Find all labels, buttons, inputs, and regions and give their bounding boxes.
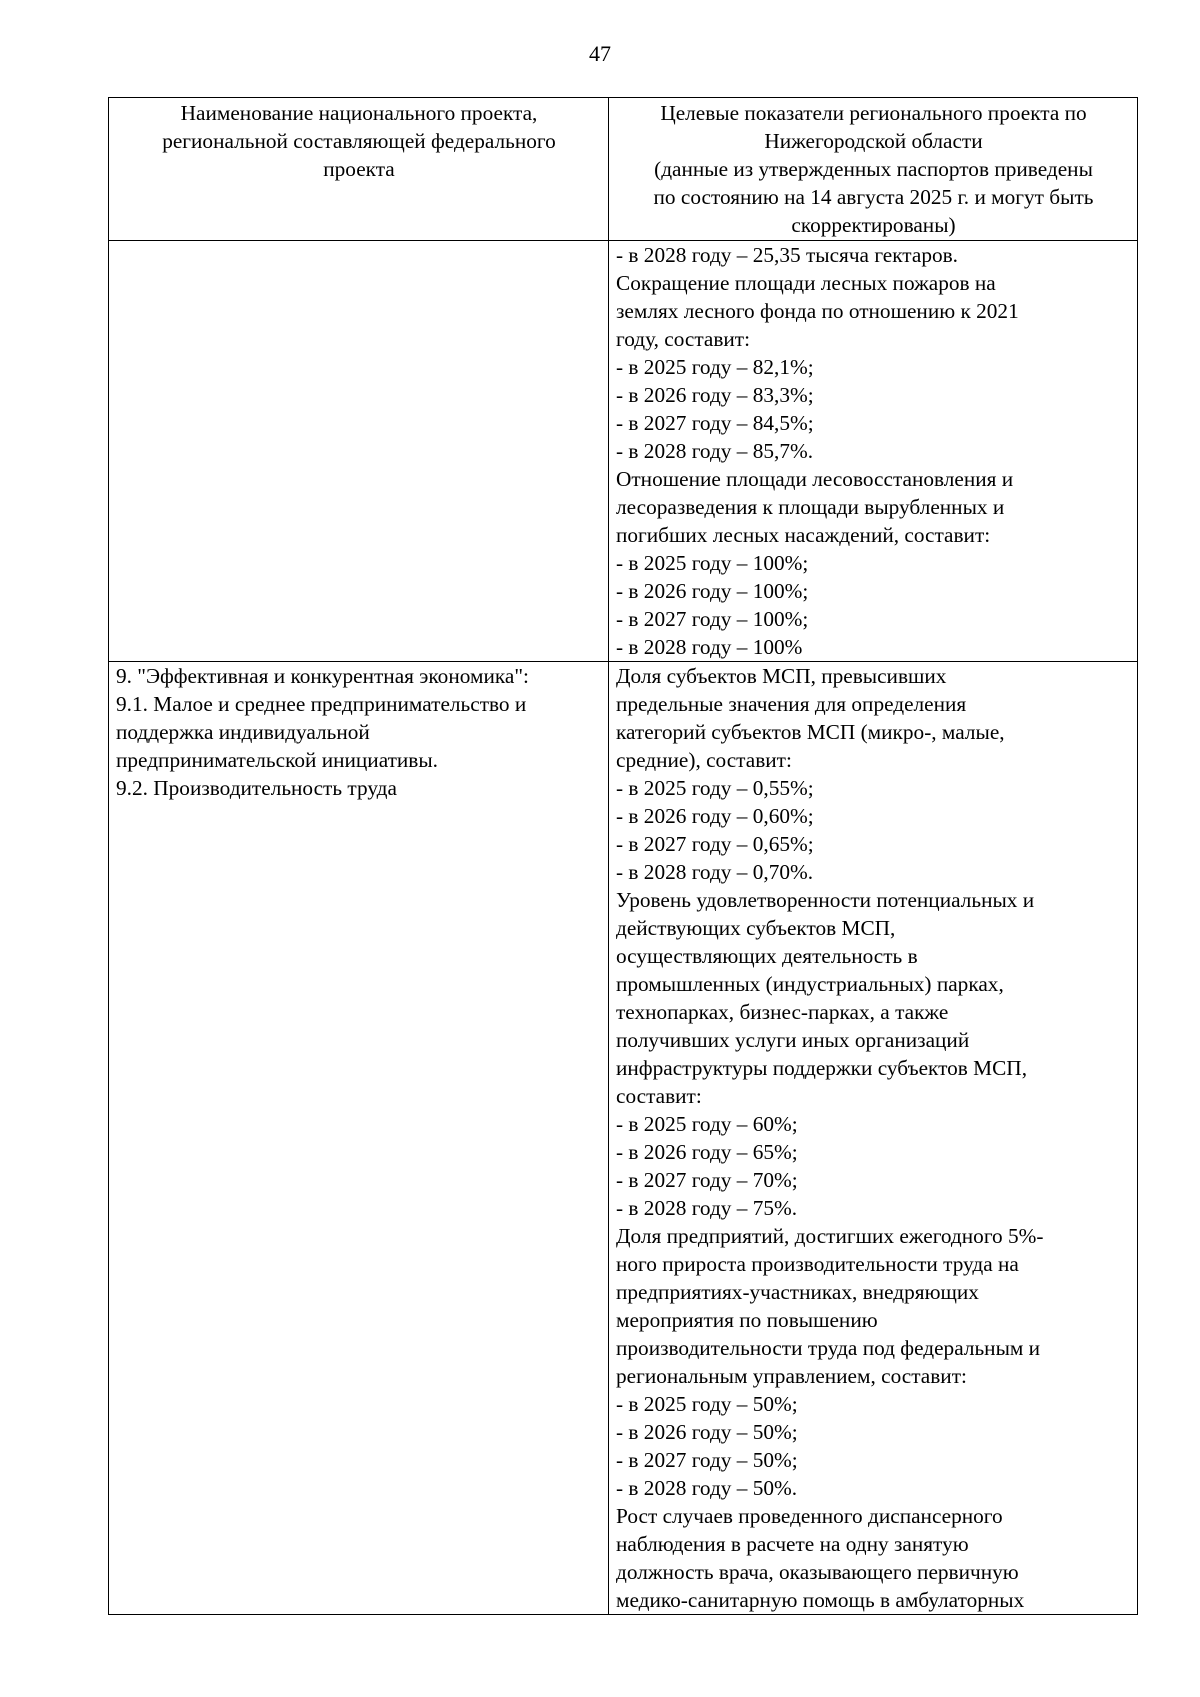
cell-text-line: региональным управлением, составит: — [616, 1364, 967, 1388]
cell-text-line: 9.2. Производительность труда — [116, 776, 397, 800]
cell-text-line: действующих субъектов МСП, — [616, 916, 896, 940]
cell-text-line: промышленных (индустриальных) парках, — [616, 972, 1004, 996]
cell-text-line: - в 2025 году – 60%; — [616, 1112, 798, 1136]
header-line: (данные из утвержденных паспортов приведены — [654, 157, 1093, 181]
cell-text-line: - в 2027 году – 70%; — [616, 1168, 798, 1192]
cell-text-line: - в 2026 году – 0,60%; — [616, 804, 814, 828]
cell-text-line: - в 2025 году – 0,55%; — [616, 776, 814, 800]
cell-text-line: мероприятия по повышению — [616, 1308, 878, 1332]
cell-text-line: Отношение площади лесовосстановления и — [616, 467, 1014, 491]
cell-text-line: - в 2027 году – 84,5%; — [616, 411, 814, 435]
cell-text-line: категорий субъектов МСП (микро-, малые, — [616, 720, 1005, 744]
cell-text-line: - в 2028 году – 0,70%. — [616, 860, 814, 884]
cell-text-line: технопарках, бизнес-парках, а также — [616, 1000, 949, 1024]
header-line: скорректированы) — [791, 213, 956, 237]
header-line: Нижегородской области — [764, 129, 983, 153]
cell-text-line: - в 2028 году – 85,7%. — [616, 439, 814, 463]
cell-text-line: - в 2026 году – 65%; — [616, 1140, 798, 1164]
cell-text-line: Сокращение площади лесных пожаров на — [616, 271, 996, 295]
cell-text-line: - в 2025 году – 50%; — [616, 1392, 798, 1416]
header-line: Целевые показатели регионального проекта по — [660, 101, 1087, 125]
header-line: Наименование национального проекта, — [180, 101, 538, 125]
cell-text-line: медико-санитарную помощь в амбулаторных — [616, 1588, 1025, 1612]
cell-text-line: погибших лесных насаждений, составит: — [616, 523, 991, 547]
cell-text-line: - в 2025 году – 100%; — [616, 551, 809, 575]
cell-text-line: предельные значения для определения — [616, 692, 967, 716]
cell-text-line: Рост случаев проведенного диспансерного — [616, 1504, 1003, 1528]
target-indicators-cell — [609, 662, 1138, 1615]
header-line: проекта — [323, 157, 395, 181]
header-line: по состоянию на 14 августа 2025 г. и могут быть — [653, 185, 1094, 209]
page-number: 47 — [589, 41, 611, 66]
cell-text-line: - в 2026 году – 83,3%; — [616, 383, 814, 407]
cell-text-line: производительности труда под федеральным и — [616, 1336, 1041, 1360]
cell-text-line: 9.1. Малое и среднее предпринимательство и — [116, 692, 527, 716]
cell-text-line: получивших услуги иных организаций — [616, 1028, 970, 1052]
cell-text-line: 9. "Эффективная и конкурентная экономика": — [116, 664, 529, 688]
cell-text-line: лесоразведения к площади вырубленных и — [616, 495, 1005, 519]
cell-text-line: осуществляющих деятельность в — [616, 944, 918, 968]
cell-text-line: - в 2026 году – 50%; — [616, 1420, 798, 1444]
header-project-name — [109, 98, 609, 241]
cell-text-line: - в 2028 году – 50%. — [616, 1476, 798, 1500]
cell-text-line: - в 2028 году – 75%. — [616, 1196, 798, 1220]
cell-text-line: - в 2028 году – 25,35 тысяча гектаров. — [616, 243, 958, 267]
cell-text-line: землях лесного фонда по отношению к 2021 — [616, 299, 1019, 323]
cell-text-line: составит: — [616, 1084, 702, 1108]
project-name-cell — [109, 662, 609, 1615]
cell-text-line: ного прироста производительности труда на — [616, 1252, 1019, 1276]
cell-text-line: инфраструктуры поддержки субъектов МСП, — [616, 1056, 1028, 1080]
cell-text-line: - в 2026 году – 100%; — [616, 579, 809, 603]
table-header-row — [109, 98, 1138, 241]
project-name-cell — [109, 241, 609, 662]
cell-text-line: наблюдения в расчете на одну занятую — [616, 1532, 969, 1556]
cell-text-line: Уровень удовлетворенности потенциальных и — [616, 888, 1035, 912]
cell-text-line: - в 2028 году – 100% — [616, 635, 803, 659]
cell-text-line: - в 2027 году – 50%; — [616, 1448, 798, 1472]
cell-text-line: Доля предприятий, достигших ежегодного 5%- — [616, 1224, 1044, 1248]
targets-table — [108, 97, 1138, 1615]
cell-text-line: - в 2027 году – 100%; — [616, 607, 809, 631]
cell-text-line: - в 2025 году – 82,1%; — [616, 355, 814, 379]
table-row — [109, 662, 1138, 1615]
cell-text-line: - в 2027 году – 0,65%; — [616, 832, 814, 856]
target-indicators-cell — [609, 241, 1138, 662]
header-target-indicators — [609, 98, 1138, 241]
header-line: региональной составляющей федерального — [162, 129, 556, 153]
cell-text-line: поддержка индивидуальной — [116, 720, 370, 744]
cell-text-line: предприятиях-участниках, внедряющих — [616, 1280, 979, 1304]
cell-text-line: должность врача, оказывающего первичную — [616, 1560, 1019, 1584]
cell-text-line: предпринимательской инициативы. — [116, 748, 438, 772]
cell-text-line: году, составит: — [616, 327, 751, 351]
cell-text-line: Доля субъектов МСП, превысивших — [616, 664, 947, 688]
table-row — [109, 241, 1138, 662]
cell-text-line: средние), составит: — [616, 748, 792, 772]
